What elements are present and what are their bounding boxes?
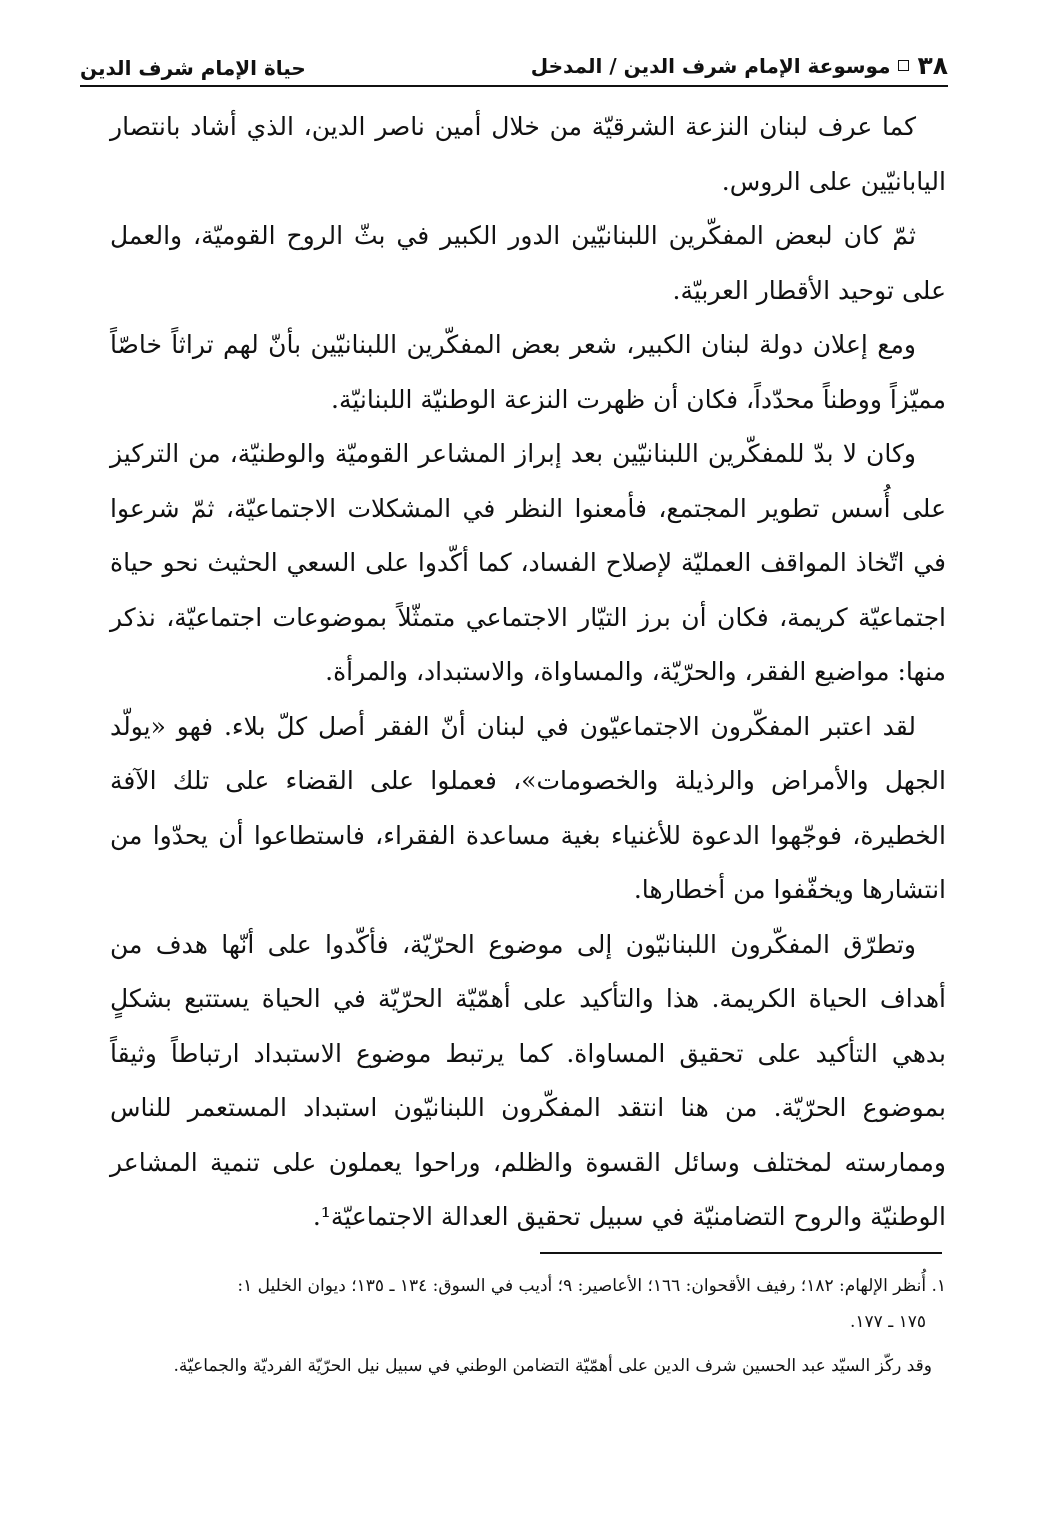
running-head xyxy=(80,40,948,80)
footnote-note: وقد ركّز السيّد عبد الحسين شرف الدين على أهمّيّة التضامن الوطني في سبيل نيل الحرّيّة الفرديّة والجماعيّة. xyxy=(173,1356,932,1376)
section-title: حياة الإمام شرف الدين xyxy=(80,56,306,80)
paragraph: كما عرف لبنان النزعة الشرقيّة من خلال أمين ناصر الدين، الذي أشاد بانتصار اليابانيّين على الروس. xyxy=(110,112,946,196)
running-head-right xyxy=(531,51,948,80)
page-number: ٣٨ xyxy=(917,51,948,80)
paragraph: لقد اعتبر المفكّرون الاجتماعيّون في لبنان أنّ الفقر أصل كلّ بلاء. فهو «يولّد الجهل والأمراض والرذيلة والخصومات»، فعملوا على القضاء على تلك الآفة الخطيرة، فوجّهوا الدعوة للأغنياء بغية مساعدة الفقراء، فاستطاعوا أن يحدّوا من انتشارها ويخفّفوا من أخطارها. xyxy=(110,711,946,904)
paragraph: وتطرّق المفكّرون اللبنانيّون إلى موضوع الحرّيّة، فأكّدوا على أنّها هدف من أهداف الحياة الكريمة. هذا والتأكيد على أهمّيّة الحرّيّة في الحياة يستتبع بشكلٍ بدهي التأكيد على تحقيق المساواة. كما يرتبط موضوع الاستبداد ارتباطاً وثيقاً بموضوع الحرّيّة. من هنا انتقد المفكّرون اللبنانيّون استبداد المستعمر للناس وممارسته لمختلف وسائل القسوة والظلم، وراحوا يعملون على تنمية المشاعر الوطنيّة والروح التضامنيّة في سبيل تحقيق العدالة الاجتماعيّة¹. xyxy=(110,929,946,1231)
square-ornament-icon xyxy=(898,60,909,71)
footnote-rule xyxy=(540,1252,942,1254)
body-text xyxy=(110,100,946,1245)
paragraph: ومع إعلان دولة لبنان الكبير، شعر بعض المفكّرين اللبنانيّين بأنّ لهم تراثاً خاصّاً مميّزاً ووطناً محدّداً، فكان أن ظهرت النزعة الوطنيّة اللبنانيّة. xyxy=(110,330,946,414)
book-title: موسوعة الإمام شرف الدين / المدخل xyxy=(530,53,891,78)
footnote-1-continuation: ١٧٥ ـ ١٧٧. xyxy=(849,1312,926,1332)
paragraph: وكان لا بدّ للمفكّرين اللبنانيّين بعد إبراز المشاعر القوميّة والوطنيّة، من التركيز على أُسس تطوير المجتمع، فأمعنوا النظر في المشكلات الاجتماعيّة، ثمّ شرعوا في اتّخاذ المواقف العمليّة لإصلاح الفساد، كما أكّدوا على السعي الحثيث نحو حياة اجتماعيّة كريمة، فكان أن برز التيّار الاجتماعي متمثّلاً بموضوعات اجتماعيّة، نذكر منها: مواضيع الفقر، والحرّيّة، والمساواة، والاستبداد، والمرأة. xyxy=(110,439,946,686)
paragraph: ثمّ كان لبعض المفكّرين اللبنانيّين الدور الكبير في بثّ الروح القوميّة، والعمل على توحيد الأقطار العربيّة. xyxy=(110,221,946,305)
header-rule xyxy=(80,85,948,87)
footnote-1: ١. أُنظر الإلهام: ١٨٢؛ رفيف الأقحوان: ١٦٦؛ الأعاصير: ٩؛ أديب في السوق: ١٣٤ ـ ١٣٥؛ ديوان الخليل ١: xyxy=(237,1276,946,1296)
footnotes xyxy=(118,1268,946,1384)
